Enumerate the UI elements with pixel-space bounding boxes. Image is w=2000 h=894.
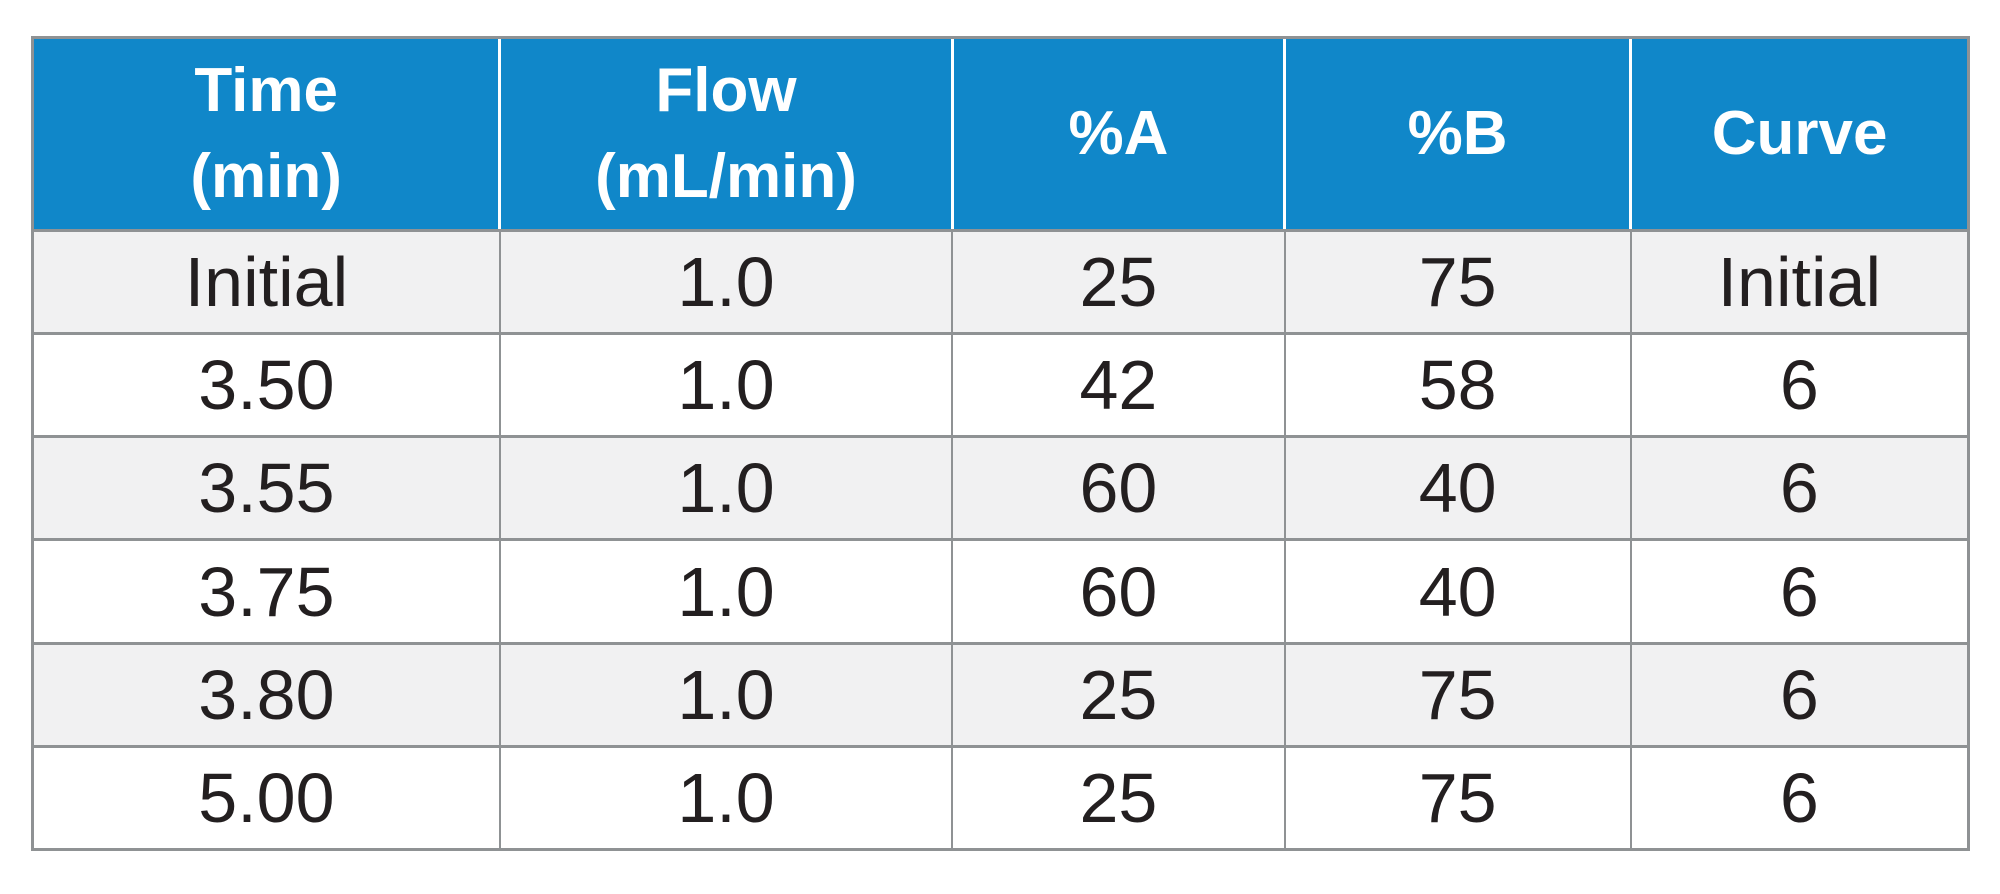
table-cell: 1.0 xyxy=(500,540,952,643)
header-cell-percent-b xyxy=(1285,39,1631,230)
table-cell: 3.55 xyxy=(34,437,500,540)
table-row xyxy=(34,230,1967,333)
table-cell: 5.00 xyxy=(34,746,500,848)
table-cell: 60 xyxy=(952,540,1284,643)
table-cell: 25 xyxy=(952,643,1284,746)
header-percent-b-label: %B xyxy=(1407,98,1508,168)
table-cell: 6 xyxy=(1631,437,1967,540)
table-cell: 3.80 xyxy=(34,643,500,746)
table-cell: Initial xyxy=(1631,230,1967,333)
header-time-line1: Time xyxy=(194,56,338,126)
table-cell: 42 xyxy=(952,333,1284,436)
table-row xyxy=(34,643,1967,746)
table-header xyxy=(34,39,1967,230)
gradient-table xyxy=(31,36,1970,851)
table-body xyxy=(34,230,1967,848)
header-flow-line2: (mL/min) xyxy=(595,141,857,211)
table-cell: 75 xyxy=(1285,230,1631,333)
table-cell: 25 xyxy=(952,230,1284,333)
header-flow-line1: Flow xyxy=(655,56,797,126)
header-cell-percent-a xyxy=(952,39,1284,230)
table-cell: 40 xyxy=(1285,437,1631,540)
table-cell: 6 xyxy=(1631,746,1967,848)
table-row xyxy=(34,437,1967,540)
table-cell: 60 xyxy=(952,437,1284,540)
table-cell: 1.0 xyxy=(500,333,952,436)
table-cell: 25 xyxy=(952,746,1284,848)
table-cell: 58 xyxy=(1285,333,1631,436)
table-cell: 1.0 xyxy=(500,643,952,746)
header-cell-flow xyxy=(500,39,952,230)
table-cell: 6 xyxy=(1631,643,1967,746)
table-row xyxy=(34,746,1967,848)
header-curve-label: Curve xyxy=(1711,98,1888,168)
header-time-line2: (min) xyxy=(190,141,342,211)
table-cell: 1.0 xyxy=(500,230,952,333)
table-cell: 40 xyxy=(1285,540,1631,643)
table-cell: 6 xyxy=(1631,540,1967,643)
header-cell-curve xyxy=(1631,39,1967,230)
table-cell: 75 xyxy=(1285,746,1631,848)
table-cell: 6 xyxy=(1631,333,1967,436)
table-row xyxy=(34,540,1967,643)
table-cell: 1.0 xyxy=(500,746,952,848)
gradient-table-grid xyxy=(34,39,1967,848)
header-row xyxy=(34,39,1967,230)
table-cell: 1.0 xyxy=(500,437,952,540)
header-percent-a-label: %A xyxy=(1068,98,1169,168)
table-cell: 3.75 xyxy=(34,540,500,643)
table-row xyxy=(34,333,1967,436)
table-cell: 75 xyxy=(1285,643,1631,746)
header-cell-time xyxy=(34,39,500,230)
table-cell: 3.50 xyxy=(34,333,500,436)
table-cell: Initial xyxy=(34,230,500,333)
